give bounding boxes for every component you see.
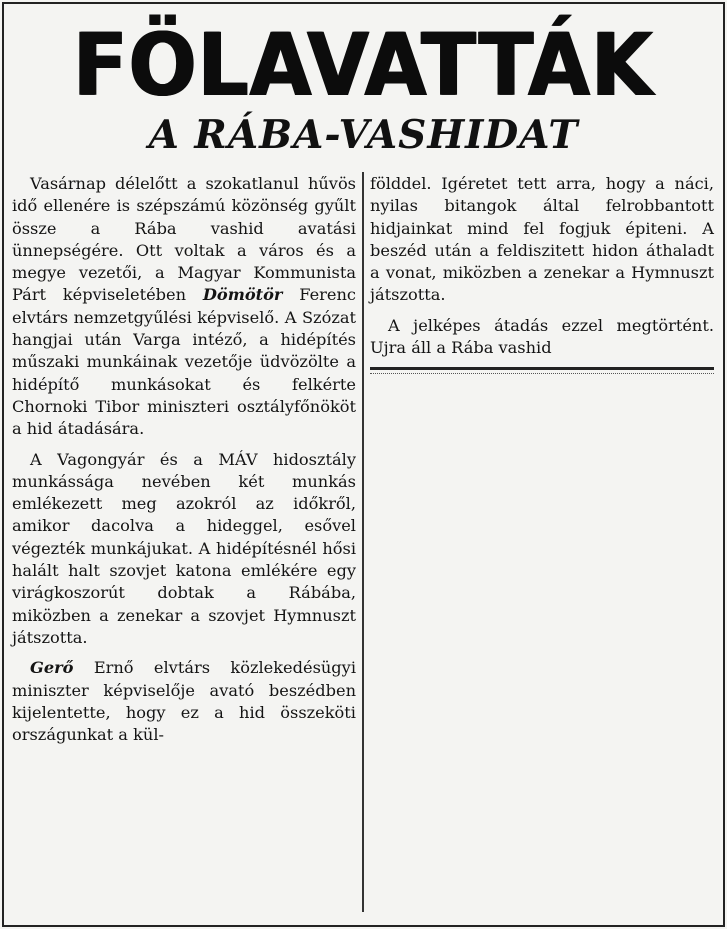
paragraph-3 [12, 657, 356, 746]
paragraph-1-text-a: Vasárnap délelőtt a szokatlanul hűvös idő ellenére is szépszámú közönség gyűlt össze a Rába vashid avatási ünnepségére. Ott voltak a város és a megye vezetői, a Magyar Kommunista Párt képviseletében [12, 174, 356, 305]
name-gero: Gerő [30, 658, 74, 678]
article-end-rule [370, 367, 714, 374]
paragraph-5: A jelképes átadás ezzel megtörtént. Ujra áll a Rába vashid [370, 315, 714, 358]
column-divider [362, 172, 364, 912]
right-column [370, 173, 714, 374]
headline: FÖLAVATTÁK [73, 15, 654, 116]
paragraph-2: A Vagongyár és a MÁV hidosztály munkássága nevében két munkás emlékezett meg azokról az időkről, amikor dacolva a hideggel, esővel végezték munkájukat. A hidépítésnél hősi halált halt szovjet katona emlékére egy virágkoszorút dobtak a Rábába, miközben a zenekar a szovjet Hymnuszt játszotta. [12, 449, 356, 647]
paragraph-1-text-b: Ferenc elvtárs nemzetgyűlési képviselő. A Szózat hangjai után Varga intéző, a hidépítés műszaki munkáinak vezetője üdvözölte a hidépítő munkásokat és felkérte Chornoki Tibor miniszteri osztályfőnököt a hid átadására. [12, 285, 356, 439]
paragraph-4: földdel. Igéretet tett arra, hogy a náci, nyilas bitangok által felrobbantott hidjainkat mind fel fogjuk épiteni. A beszéd után a feldiszitett hidon áthaladt a vonat, miközben a zenekar a Hymnuszt játszotta. [370, 174, 714, 305]
subheadline: A RÁBA-VASHIDAT [148, 112, 579, 158]
paragraph-1 [12, 173, 356, 441]
paragraph-3-text: Ernő elvtárs közlekedésügyi miniszter képviselője avató beszédben kijelentette, hogy ez a hid összeköti országunkat a kül- [12, 658, 356, 745]
left-column [12, 173, 356, 754]
name-domotor: Dömötör [202, 285, 283, 305]
